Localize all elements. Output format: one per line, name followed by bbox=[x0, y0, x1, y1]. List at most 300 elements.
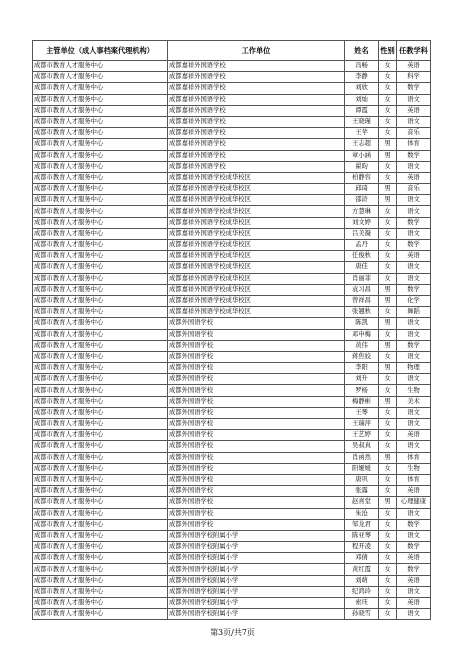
cell-subject: 语文 bbox=[397, 586, 431, 597]
cell-sex: 男 bbox=[379, 184, 397, 195]
header-subject: 任教学科 bbox=[397, 41, 431, 61]
cell-name: 王瑞萍 bbox=[345, 419, 379, 430]
cell-workplace: 成都嘉祥外国语学校 bbox=[168, 128, 345, 139]
cell-unit: 成都市教育人才服务中心 bbox=[33, 105, 168, 116]
cell-subject: 英语 bbox=[397, 105, 431, 116]
header-sex: 性别 bbox=[379, 41, 397, 61]
cell-unit: 成都市教育人才服务中心 bbox=[33, 284, 168, 295]
cell-subject: 体育 bbox=[397, 452, 431, 463]
cell-name: 朱沧 bbox=[345, 508, 379, 519]
table-row bbox=[33, 609, 431, 620]
cell-workplace: 成都嘉祥外国语学校 bbox=[168, 105, 345, 116]
cell-workplace: 成都嘉祥外国语学校成华校区 bbox=[168, 273, 345, 284]
table-row bbox=[33, 452, 431, 463]
header-name: 姓名 bbox=[345, 41, 379, 61]
cell-subject: 语文 bbox=[397, 116, 431, 127]
cell-unit: 成都市教育人才服务中心 bbox=[33, 228, 168, 239]
cell-unit: 成都市教育人才服务中心 bbox=[33, 251, 168, 262]
cell-subject: 语文 bbox=[397, 206, 431, 217]
table-row bbox=[33, 486, 431, 497]
cell-subject: 数学 bbox=[397, 83, 431, 94]
cell-name: 唐巩 bbox=[345, 474, 379, 485]
cell-sex: 女 bbox=[379, 474, 397, 485]
table-row bbox=[33, 586, 431, 597]
table-row bbox=[33, 407, 431, 418]
cell-unit: 成都市教育人才服务中心 bbox=[33, 184, 168, 195]
cell-unit: 成都市教育人才服务中心 bbox=[33, 497, 168, 508]
cell-workplace: 成都外国语学校附属小学 bbox=[168, 575, 345, 586]
cell-name: 肖丽菲 bbox=[345, 273, 379, 284]
cell-unit: 成都市教育人才服务中心 bbox=[33, 61, 168, 72]
table-row bbox=[33, 284, 431, 295]
table-row bbox=[33, 564, 431, 575]
cell-workplace: 成都外国语学校 bbox=[168, 441, 345, 452]
cell-sex: 女 bbox=[379, 374, 397, 385]
cell-workplace: 成都外国语学校 bbox=[168, 519, 345, 530]
cell-subject: 体育 bbox=[397, 139, 431, 150]
cell-sex: 女 bbox=[379, 385, 397, 396]
cell-name: 吴叔真 bbox=[345, 441, 379, 452]
table-row bbox=[33, 217, 431, 228]
cell-name: 曾祥昌 bbox=[345, 295, 379, 306]
cell-unit: 成都市教育人才服务中心 bbox=[33, 441, 168, 452]
cell-unit: 成都市教育人才服务中心 bbox=[33, 329, 168, 340]
table-row bbox=[33, 105, 431, 116]
cell-unit: 成都市教育人才服务中心 bbox=[33, 385, 168, 396]
cell-subject: 语文 bbox=[397, 329, 431, 340]
cell-subject: 语文 bbox=[397, 441, 431, 452]
cell-subject: 语文 bbox=[397, 228, 431, 239]
cell-sex: 女 bbox=[379, 83, 397, 94]
cell-sex: 男 bbox=[379, 363, 397, 374]
teacher-roster-table bbox=[32, 40, 431, 620]
cell-sex: 女 bbox=[379, 441, 397, 452]
cell-name: 纪鸿玲 bbox=[345, 586, 379, 597]
cell-workplace: 成都外国语学校 bbox=[168, 508, 345, 519]
table-row bbox=[33, 240, 431, 251]
cell-workplace: 成都外国语学校 bbox=[168, 396, 345, 407]
cell-sex: 女 bbox=[379, 609, 397, 620]
cell-name: 王苹 bbox=[345, 128, 379, 139]
cell-sex: 女 bbox=[379, 61, 397, 72]
table-row bbox=[33, 184, 431, 195]
cell-sex: 女 bbox=[379, 519, 397, 530]
cell-unit: 成都市教育人才服务中心 bbox=[33, 463, 168, 474]
cell-name: 任俊秋 bbox=[345, 251, 379, 262]
table-row bbox=[33, 363, 431, 374]
cell-workplace: 成都外国语学校附属小学 bbox=[168, 598, 345, 609]
table-row bbox=[33, 340, 431, 351]
table-row bbox=[33, 83, 431, 94]
table-row bbox=[33, 150, 431, 161]
table-row bbox=[33, 318, 431, 329]
cell-workplace: 成都外国语学校附属小学 bbox=[168, 530, 345, 541]
cell-unit: 成都市教育人才服务中心 bbox=[33, 407, 168, 418]
table-row bbox=[33, 307, 431, 318]
cell-unit: 成都市教育人才服务中心 bbox=[33, 452, 168, 463]
cell-workplace: 成都外国语学校附属小学 bbox=[168, 542, 345, 553]
cell-name: 王志超 bbox=[345, 139, 379, 150]
cell-unit: 成都市教育人才服务中心 bbox=[33, 363, 168, 374]
cell-unit: 成都市教育人才服务中心 bbox=[33, 307, 168, 318]
cell-unit: 成都市教育人才服务中心 bbox=[33, 340, 168, 351]
cell-workplace: 成都外国语学校 bbox=[168, 363, 345, 374]
cell-name: 肖函然 bbox=[345, 452, 379, 463]
cell-subject: 数学 bbox=[397, 284, 431, 295]
cell-name: 索珏 bbox=[345, 598, 379, 609]
cell-sex: 女 bbox=[379, 508, 397, 519]
cell-unit: 成都市教育人才服务中心 bbox=[33, 396, 168, 407]
cell-workplace: 成都外国语学校 bbox=[168, 497, 345, 508]
cell-subject: 体育 bbox=[397, 474, 431, 485]
cell-subject: 英语 bbox=[397, 61, 431, 72]
cell-workplace: 成都嘉祥外国语学校成华校区 bbox=[168, 262, 345, 273]
cell-unit: 成都市教育人才服务中心 bbox=[33, 128, 168, 139]
cell-subject: 语文 bbox=[397, 508, 431, 519]
cell-sex: 男 bbox=[379, 396, 397, 407]
cell-name: 梅静彬 bbox=[345, 396, 379, 407]
cell-subject: 语文 bbox=[397, 351, 431, 362]
table-row bbox=[33, 519, 431, 530]
cell-unit: 成都市教育人才服务中心 bbox=[33, 586, 168, 597]
table-row bbox=[33, 329, 431, 340]
cell-workplace: 成都外国语学校 bbox=[168, 474, 345, 485]
table-row bbox=[33, 206, 431, 217]
cell-sex: 男 bbox=[379, 452, 397, 463]
cell-name: 邵浒 bbox=[345, 195, 379, 206]
cell-subject: 语文 bbox=[397, 419, 431, 430]
cell-subject: 语文 bbox=[397, 273, 431, 284]
cell-name: 陈凯 bbox=[345, 318, 379, 329]
cell-name: 刘升 bbox=[345, 374, 379, 385]
cell-workplace: 成都外国语学校 bbox=[168, 407, 345, 418]
cell-subject: 语文 bbox=[397, 530, 431, 541]
cell-unit: 成都市教育人才服务中心 bbox=[33, 530, 168, 541]
table-row bbox=[33, 474, 431, 485]
table-row bbox=[33, 195, 431, 206]
cell-sex: 女 bbox=[379, 228, 397, 239]
cell-workplace: 成都外国语学校 bbox=[168, 419, 345, 430]
cell-name: 蒋焦姣 bbox=[345, 351, 379, 362]
table-row bbox=[33, 228, 431, 239]
cell-unit: 成都市教育人才服务中心 bbox=[33, 262, 168, 273]
cell-subject: 英语 bbox=[397, 430, 431, 441]
table-row bbox=[33, 430, 431, 441]
cell-unit: 成都市教育人才服务中心 bbox=[33, 139, 168, 150]
table-row bbox=[33, 72, 431, 83]
cell-subject: 生物 bbox=[397, 385, 431, 396]
cell-workplace: 成都外国语学校附属小学 bbox=[168, 609, 345, 620]
cell-unit: 成都市教育人才服务中心 bbox=[33, 486, 168, 497]
table-row bbox=[33, 273, 431, 284]
cell-workplace: 成都外国语学校 bbox=[168, 463, 345, 474]
cell-unit: 成都市教育人才服务中心 bbox=[33, 430, 168, 441]
cell-sex: 男 bbox=[379, 284, 397, 295]
cell-workplace: 成都嘉祥外国语学校成华校区 bbox=[168, 284, 345, 295]
table-row bbox=[33, 441, 431, 452]
cell-name: 邓申梅 bbox=[345, 329, 379, 340]
cell-subject: 英语 bbox=[397, 172, 431, 183]
cell-subject: 美术 bbox=[397, 396, 431, 407]
cell-sex: 女 bbox=[379, 419, 397, 430]
cell-subject: 语文 bbox=[397, 609, 431, 620]
cell-subject: 数学 bbox=[397, 564, 431, 575]
cell-unit: 成都市教育人才服务中心 bbox=[33, 474, 168, 485]
cell-sex: 女 bbox=[379, 72, 397, 83]
cell-workplace: 成都外国语学校 bbox=[168, 374, 345, 385]
cell-workplace: 成都外国语学校 bbox=[168, 452, 345, 463]
cell-unit: 成都市教育人才服务中心 bbox=[33, 217, 168, 228]
cell-name: 孙晓雪 bbox=[345, 609, 379, 620]
cell-name: 王艺婷 bbox=[345, 430, 379, 441]
cell-unit: 成都市教育人才服务中心 bbox=[33, 519, 168, 530]
cell-sex: 女 bbox=[379, 273, 397, 284]
cell-name: 罗杨 bbox=[345, 385, 379, 396]
table-row bbox=[33, 262, 431, 273]
cell-name: 黄伟 bbox=[345, 340, 379, 351]
cell-subject: 数学 bbox=[397, 150, 431, 161]
cell-sex: 女 bbox=[379, 598, 397, 609]
cell-subject: 音乐 bbox=[397, 128, 431, 139]
cell-name: 黄红霞 bbox=[345, 564, 379, 575]
cell-unit: 成都市教育人才服务中心 bbox=[33, 195, 168, 206]
cell-workplace: 成都嘉祥外国语学校 bbox=[168, 150, 345, 161]
table-row bbox=[33, 575, 431, 586]
cell-subject: 语文 bbox=[397, 94, 431, 105]
cell-sex: 女 bbox=[379, 161, 397, 172]
cell-unit: 成都市教育人才服务中心 bbox=[33, 575, 168, 586]
table-row bbox=[33, 161, 431, 172]
table-row bbox=[33, 553, 431, 564]
cell-name: 刘文婷 bbox=[345, 217, 379, 228]
table-row bbox=[33, 94, 431, 105]
cell-unit: 成都市教育人才服务中心 bbox=[33, 374, 168, 385]
cell-subject: 数学 bbox=[397, 340, 431, 351]
table-row bbox=[33, 116, 431, 127]
cell-unit: 成都市教育人才服务中心 bbox=[33, 351, 168, 362]
table-row bbox=[33, 128, 431, 139]
table-row bbox=[33, 385, 431, 396]
cell-subject: 英语 bbox=[397, 553, 431, 564]
cell-name: 邹龙君 bbox=[345, 519, 379, 530]
cell-name: 刘欣 bbox=[345, 83, 379, 94]
cell-sex: 女 bbox=[379, 94, 397, 105]
cell-name: 张翘秋 bbox=[345, 307, 379, 318]
cell-sex: 男 bbox=[379, 195, 397, 206]
cell-workplace: 成都嘉祥外国语学校成华校区 bbox=[168, 184, 345, 195]
cell-workplace: 成都嘉祥外国语学校 bbox=[168, 72, 345, 83]
cell-unit: 成都市教育人才服务中心 bbox=[33, 508, 168, 519]
cell-sex: 女 bbox=[379, 351, 397, 362]
cell-sex: 女 bbox=[379, 463, 397, 474]
cell-sex: 女 bbox=[379, 206, 397, 217]
cell-unit: 成都市教育人才服务中心 bbox=[33, 609, 168, 620]
cell-unit: 成都市教育人才服务中心 bbox=[33, 564, 168, 575]
cell-subject: 语文 bbox=[397, 262, 431, 273]
cell-workplace: 成都嘉祥外国语学校 bbox=[168, 61, 345, 72]
table-body bbox=[33, 61, 431, 620]
cell-workplace: 成都外国语学校 bbox=[168, 385, 345, 396]
cell-subject: 语文 bbox=[397, 407, 431, 418]
cell-subject: 数学 bbox=[397, 217, 431, 228]
cell-unit: 成都市教育人才服务中心 bbox=[33, 598, 168, 609]
cell-unit: 成都市教育人才服务中心 bbox=[33, 295, 168, 306]
cell-workplace: 成都嘉祥外国语学校 bbox=[168, 139, 345, 150]
cell-workplace: 成都嘉祥外国语学校 bbox=[168, 83, 345, 94]
cell-workplace: 成都嘉祥外国语学校成华校区 bbox=[168, 228, 345, 239]
cell-sex: 女 bbox=[379, 486, 397, 497]
table-row bbox=[33, 530, 431, 541]
cell-subject: 数学 bbox=[397, 240, 431, 251]
cell-name: 陈亚琴 bbox=[345, 530, 379, 541]
cell-name: 张露 bbox=[345, 486, 379, 497]
cell-workplace: 成都嘉祥外国语学校成华校区 bbox=[168, 217, 345, 228]
cell-subject: 物理 bbox=[397, 363, 431, 374]
table-row bbox=[33, 61, 431, 72]
table-row bbox=[33, 508, 431, 519]
cell-unit: 成都市教育人才服务中心 bbox=[33, 318, 168, 329]
cell-name: 吕美凝 bbox=[345, 228, 379, 239]
cell-unit: 成都市教育人才服务中心 bbox=[33, 553, 168, 564]
cell-workplace: 成都嘉祥外国语学校成华校区 bbox=[168, 307, 345, 318]
cell-sex: 女 bbox=[379, 262, 397, 273]
table-row bbox=[33, 374, 431, 385]
cell-name: 王晓瑾 bbox=[345, 116, 379, 127]
cell-name: 方慧琳 bbox=[345, 206, 379, 217]
table-row bbox=[33, 598, 431, 609]
cell-workplace: 成都嘉祥外国语学校成华校区 bbox=[168, 195, 345, 206]
cell-name: 柏静容 bbox=[345, 172, 379, 183]
table-header bbox=[33, 41, 431, 61]
table-row bbox=[33, 295, 431, 306]
cell-subject: 数学 bbox=[397, 542, 431, 553]
cell-unit: 成都市教育人才服务中心 bbox=[33, 94, 168, 105]
cell-sex: 男 bbox=[379, 340, 397, 351]
cell-workplace: 成都外国语学校附属小学 bbox=[168, 586, 345, 597]
cell-unit: 成都市教育人才服务中心 bbox=[33, 150, 168, 161]
cell-subject: 化学 bbox=[397, 295, 431, 306]
cell-unit: 成都市教育人才服务中心 bbox=[33, 172, 168, 183]
cell-sex: 男 bbox=[379, 497, 397, 508]
cell-sex: 女 bbox=[379, 329, 397, 340]
cell-name: 孟丹 bbox=[345, 240, 379, 251]
cell-sex: 女 bbox=[379, 240, 397, 251]
cell-workplace: 成都外国语学校 bbox=[168, 430, 345, 441]
cell-sex: 女 bbox=[379, 217, 397, 228]
cell-name: 李静 bbox=[345, 72, 379, 83]
cell-sex: 男 bbox=[379, 318, 397, 329]
cell-name: 邱琦 bbox=[345, 184, 379, 195]
cell-subject: 音乐 bbox=[397, 184, 431, 195]
cell-unit: 成都市教育人才服务中心 bbox=[33, 72, 168, 83]
cell-subject: 科学 bbox=[397, 72, 431, 83]
table-row bbox=[33, 497, 431, 508]
cell-sex: 女 bbox=[379, 586, 397, 597]
cell-sex: 女 bbox=[379, 564, 397, 575]
table-row bbox=[33, 542, 431, 553]
cell-unit: 成都市教育人才服务中心 bbox=[33, 542, 168, 553]
cell-subject: 语文 bbox=[397, 195, 431, 206]
cell-sex: 女 bbox=[379, 172, 397, 183]
cell-subject: 语文 bbox=[397, 318, 431, 329]
cell-workplace: 成都外国语学校附属小学 bbox=[168, 564, 345, 575]
cell-workplace: 成都嘉祥外国语学校成华校区 bbox=[168, 251, 345, 262]
table-row bbox=[33, 251, 431, 262]
cell-workplace: 成都外国语学校 bbox=[168, 351, 345, 362]
table-row bbox=[33, 419, 431, 430]
cell-name: 赵喜堂 bbox=[345, 497, 379, 508]
cell-unit: 成都市教育人才服务中心 bbox=[33, 273, 168, 284]
cell-workplace: 成都嘉祥外国语学校 bbox=[168, 161, 345, 172]
cell-name: 章小涵 bbox=[345, 150, 379, 161]
cell-sex: 女 bbox=[379, 251, 397, 262]
cell-subject: 英语 bbox=[397, 251, 431, 262]
cell-subject: 语文 bbox=[397, 161, 431, 172]
cell-workplace: 成都嘉祥外国语学校成华校区 bbox=[168, 206, 345, 217]
cell-sex: 女 bbox=[379, 307, 397, 318]
cell-sex: 男 bbox=[379, 295, 397, 306]
cell-sex: 男 bbox=[379, 139, 397, 150]
cell-sex: 女 bbox=[379, 128, 397, 139]
cell-workplace: 成都外国语学校 bbox=[168, 318, 345, 329]
cell-subject: 英语 bbox=[397, 598, 431, 609]
header-unit: 主管单位（成人事档案代理机构） bbox=[33, 41, 168, 61]
header-workplace: 工作单位 bbox=[168, 41, 345, 61]
cell-workplace: 成都外国语学校 bbox=[168, 329, 345, 340]
cell-name: 程开凌 bbox=[345, 542, 379, 553]
cell-workplace: 成都嘉祥外国语学校 bbox=[168, 116, 345, 127]
cell-name: 王琴 bbox=[345, 407, 379, 418]
cell-name: 袁习昌 bbox=[345, 284, 379, 295]
cell-unit: 成都市教育人才服务中心 bbox=[33, 240, 168, 251]
cell-unit: 成都市教育人才服务中心 bbox=[33, 83, 168, 94]
cell-sex: 女 bbox=[379, 530, 397, 541]
cell-name: 谭霞 bbox=[345, 105, 379, 116]
header-row bbox=[33, 41, 431, 61]
cell-name: 冯畅 bbox=[345, 61, 379, 72]
cell-name: 刘萌 bbox=[345, 575, 379, 586]
cell-subject: 舞蹈 bbox=[397, 307, 431, 318]
cell-workplace: 成都嘉祥外国语学校成华校区 bbox=[168, 295, 345, 306]
cell-subject: 数学 bbox=[397, 519, 431, 530]
cell-workplace: 成都嘉祥外国语学校成华校区 bbox=[168, 240, 345, 251]
cell-name: 邓倩 bbox=[345, 553, 379, 564]
cell-sex: 男 bbox=[379, 150, 397, 161]
cell-unit: 成都市教育人才服务中心 bbox=[33, 419, 168, 430]
cell-workplace: 成都嘉祥外国语学校成华校区 bbox=[168, 172, 345, 183]
table-row bbox=[33, 139, 431, 150]
cell-workplace: 成都外国语学校附属小学 bbox=[168, 553, 345, 564]
cell-subject: 英语 bbox=[397, 486, 431, 497]
cell-sex: 女 bbox=[379, 105, 397, 116]
cell-workplace: 成都嘉祥外国语学校 bbox=[168, 94, 345, 105]
cell-name: 刘灿 bbox=[345, 94, 379, 105]
cell-subject: 生物 bbox=[397, 463, 431, 474]
cell-name: 唐佳 bbox=[345, 262, 379, 273]
table-row bbox=[33, 396, 431, 407]
cell-sex: 女 bbox=[379, 116, 397, 127]
cell-workplace: 成都外国语学校 bbox=[168, 486, 345, 497]
cell-sex: 女 bbox=[379, 407, 397, 418]
table-row bbox=[33, 172, 431, 183]
cell-unit: 成都市教育人才服务中心 bbox=[33, 161, 168, 172]
cell-name: 阳娅媛 bbox=[345, 463, 379, 474]
cell-sex: 女 bbox=[379, 575, 397, 586]
cell-subject: 英语 bbox=[397, 575, 431, 586]
cell-sex: 女 bbox=[379, 542, 397, 553]
cell-name: 翟昀 bbox=[345, 161, 379, 172]
table-row bbox=[33, 463, 431, 474]
